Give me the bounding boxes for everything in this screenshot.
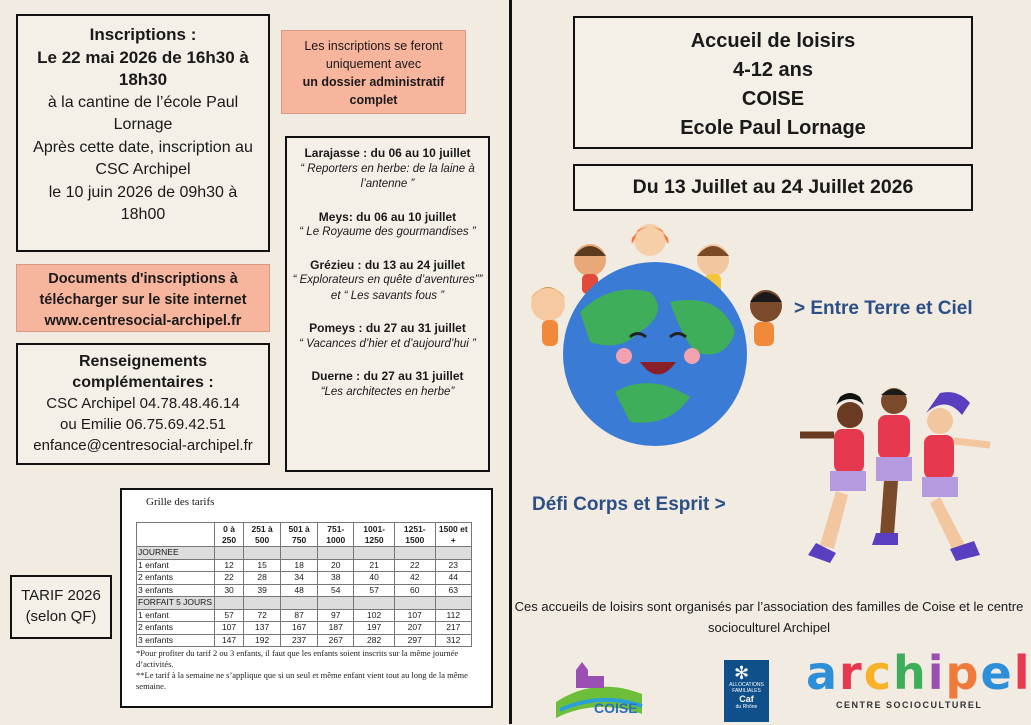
table-header-row [137, 523, 472, 547]
period-name: Pomeys : du 27 au 31 juillet [309, 321, 466, 335]
table-cell: 54 [318, 584, 354, 597]
archipel-logo-sub: CENTRE SOCIOCULTUREL [836, 700, 983, 710]
table-cell: 107 [394, 609, 435, 622]
period-name: Larajasse : du 06 au 10 juillet [304, 146, 471, 160]
archipel-letter: e [980, 646, 1014, 700]
period-larajasse [291, 146, 484, 193]
tarif-label-line1: TARIF 2026 [21, 587, 101, 604]
archipel-logo-word [806, 646, 1031, 700]
table-cell: 57 [354, 584, 395, 597]
period-grezieu [291, 258, 484, 305]
table-header: 1251-1500 [394, 523, 435, 547]
renseignements-email[interactable]: enfance@centresocial-archipel.fr [33, 437, 253, 454]
table-cell: 22 [394, 559, 435, 572]
tarif-label-box [10, 575, 112, 639]
table-cell: 282 [354, 634, 395, 647]
archipel-letter: a [806, 646, 840, 700]
caf-logo-sub: du Rhône [735, 704, 758, 710]
archipel-letter: l [1013, 646, 1031, 700]
table-cell: 63 [435, 584, 471, 597]
inscriptions-title: Inscriptions : [89, 25, 197, 44]
table-row [137, 559, 472, 572]
documents-text: Documents d'inscriptions à télécharger sur le site internet [39, 271, 247, 308]
table-cell: 60 [394, 584, 435, 597]
table-cell: 21 [354, 559, 395, 572]
period-desc: “ Vacances d’hier et d’aujourd’hui ” [299, 337, 476, 350]
table-header: 1500 et + [435, 523, 471, 547]
tariff-grid-title: Grille des tarifs [146, 496, 215, 508]
caf-logo-name: Caf [739, 694, 754, 704]
kid-icon [800, 393, 866, 563]
table-cell: 237 [281, 634, 318, 647]
tarif-label-line2: (selon QF) [25, 608, 97, 625]
table-cell: 38 [318, 572, 354, 585]
tariff-note-2: **Le tarif à la semaine ne s’applique que si un seul et même enfant vient tout au long de la même semaine. [136, 670, 468, 691]
table-row-label: 2 enfants [137, 572, 215, 585]
period-desc: “ Le Royaume des gourmandises ” [299, 226, 476, 238]
inscriptions-box [16, 14, 270, 252]
table-cell: 44 [435, 572, 471, 585]
theme-defi-corps-esprit: Défi Corps et Esprit > [532, 494, 726, 515]
table-cell: 167 [281, 622, 318, 635]
kids-playing-illustration [790, 385, 1005, 580]
dossier-box [281, 30, 466, 114]
table-cell: 22 [215, 572, 244, 585]
renseignements-title: Renseignements complémentaires : [72, 353, 214, 391]
earth-kids-illustration [520, 222, 790, 432]
table-cell: 30 [215, 584, 244, 597]
kid-icon [872, 388, 912, 545]
table-cell: 34 [281, 572, 318, 585]
title-line-3: COISE [741, 88, 805, 110]
table-section-label: JOURNEE [137, 547, 215, 560]
table-cell: 97 [318, 609, 354, 622]
table-row-label: 3 enfants [137, 584, 215, 597]
archipel-letter: c [863, 646, 894, 700]
table-section-row [137, 597, 472, 610]
table-cell: 15 [244, 559, 281, 572]
table-cell: 18 [281, 559, 318, 572]
inscriptions-place: à la cantine de l’école Paul Lornage [47, 93, 239, 133]
archipel-logo [806, 646, 1031, 710]
tariff-note-1: *Pour profiter du tarif 2 ou 3 enfants, il faut que les enfants soient inscrits sur la même journée d’activités. [136, 648, 459, 669]
table-row-label: 1 enfant [137, 559, 215, 572]
table-row [137, 572, 472, 585]
renseignements-box [16, 343, 270, 465]
renseignements-phone-csc: CSC Archipel 04.78.48.46.14 [46, 395, 240, 412]
table-cell: 217 [435, 622, 471, 635]
kid-icon [530, 287, 566, 346]
dates-box [573, 164, 973, 211]
inscriptions-date: Le 22 mai 2026 de 16h30 à 18h30 [37, 47, 249, 89]
table-row-label: 2 enfants [137, 622, 215, 635]
archipel-letter: p [945, 646, 981, 700]
table-cell: 137 [244, 622, 281, 635]
title-line-4: Ecole Paul Lornage [680, 117, 866, 139]
title-box [573, 16, 973, 149]
table-cell: 57 [215, 609, 244, 622]
table-cell: 107 [215, 622, 244, 635]
tariff-table [136, 522, 472, 647]
table-row [137, 622, 472, 635]
archipel-letter: r [839, 646, 864, 700]
table-cell: 72 [244, 609, 281, 622]
table-cell: 197 [354, 622, 395, 635]
table-header: 251 à 500 [244, 523, 281, 547]
period-name: Meys: du 06 au 10 juillet [318, 209, 457, 224]
period-name: Duerne : du 27 au 31 juillet [311, 369, 464, 383]
period-desc: “ Explorateurs en quête d’aventures”” et “ Les savants fous ” [292, 274, 483, 302]
table-header: 501 à 750 [281, 523, 318, 547]
table-cell: 312 [435, 634, 471, 647]
table-cell: 87 [281, 609, 318, 622]
table-cell: 207 [394, 622, 435, 635]
inscriptions-after: Après cette date, inscription au CSC Archipel [33, 138, 253, 178]
table-cell: 40 [354, 572, 395, 585]
table-cell: 12 [215, 559, 244, 572]
table-cell: 20 [318, 559, 354, 572]
caf-logo-top: ALLOCATIONS FAMILIALES [729, 682, 764, 694]
table-section-label: FORFAIT 5 JOURS [137, 597, 215, 610]
renseignements-phone-emilie: ou Emilie 06.75.69.42.51 [60, 416, 226, 433]
table-row-label: 3 enfants [137, 634, 215, 647]
column-divider [509, 0, 512, 724]
kid-icon [632, 224, 669, 256]
archipel-letter: i [927, 646, 946, 700]
dates-text: Du 13 Juillet au 24 Juillet 2026 [632, 176, 914, 198]
snowflake-icon: ✻ [734, 663, 750, 683]
tariff-grid [120, 488, 493, 708]
table-cell: 267 [318, 634, 354, 647]
dossier-line: Les inscriptions se feront uniquement avec [304, 39, 443, 71]
table-cell: 23 [435, 559, 471, 572]
table-section-row [137, 547, 472, 560]
period-name: Grézieu : du 13 au 24 juillet [310, 257, 465, 272]
caf-logo [724, 660, 769, 722]
table-cell: 187 [318, 622, 354, 635]
table-cell: 48 [281, 584, 318, 597]
title-line-1: Accueil de loisirs [690, 30, 856, 52]
documents-box [16, 264, 270, 332]
coise-logo-text: COISE [594, 700, 638, 716]
table-header: 751-1000 [318, 523, 354, 547]
table-cell: 147 [215, 634, 244, 647]
table-row-label: 1 enfant [137, 609, 215, 622]
dossier-bold: un dossier administratif complet [302, 75, 445, 107]
table-cell: 28 [244, 572, 281, 585]
periods-box [285, 136, 490, 472]
table-header: 1001-1250 [354, 523, 395, 547]
period-duerne [291, 369, 484, 400]
kid-icon [922, 392, 990, 561]
table-row [137, 584, 472, 597]
period-pomeys [291, 321, 484, 352]
period-desc: “Les architectes en herbe” [320, 385, 455, 398]
table-header-blank [137, 523, 215, 547]
kid-icon [750, 290, 782, 346]
theme-terre-ciel: > Entre Terre et Ciel [794, 298, 973, 319]
documents-url[interactable]: www.centresocial-archipel.fr [44, 313, 242, 329]
table-header: 0 à 250 [215, 523, 244, 547]
period-meys [291, 210, 484, 241]
inscriptions-second-date: le 10 juin 2026 de 09h30 à 18h00 [48, 183, 238, 223]
table-cell: 39 [244, 584, 281, 597]
earth-icon [563, 262, 747, 446]
table-cell: 192 [244, 634, 281, 647]
table-row [137, 609, 472, 622]
period-desc: “ Reporters en herbe: de la laine à l’antenne ” [300, 162, 475, 190]
coise-logo [546, 640, 646, 720]
table-cell: 112 [435, 609, 471, 622]
table-cell: 297 [394, 634, 435, 647]
table-cell: 102 [354, 609, 395, 622]
table-row [137, 634, 472, 647]
archipel-letter: h [893, 646, 928, 700]
table-cell: 42 [394, 572, 435, 585]
organisation-text: Ces accueils de loisirs sont organisés par l’association des familles de Coise et le centre socioculturel Archipel [514, 599, 1024, 635]
title-line-2: 4-12 ans [732, 59, 814, 81]
